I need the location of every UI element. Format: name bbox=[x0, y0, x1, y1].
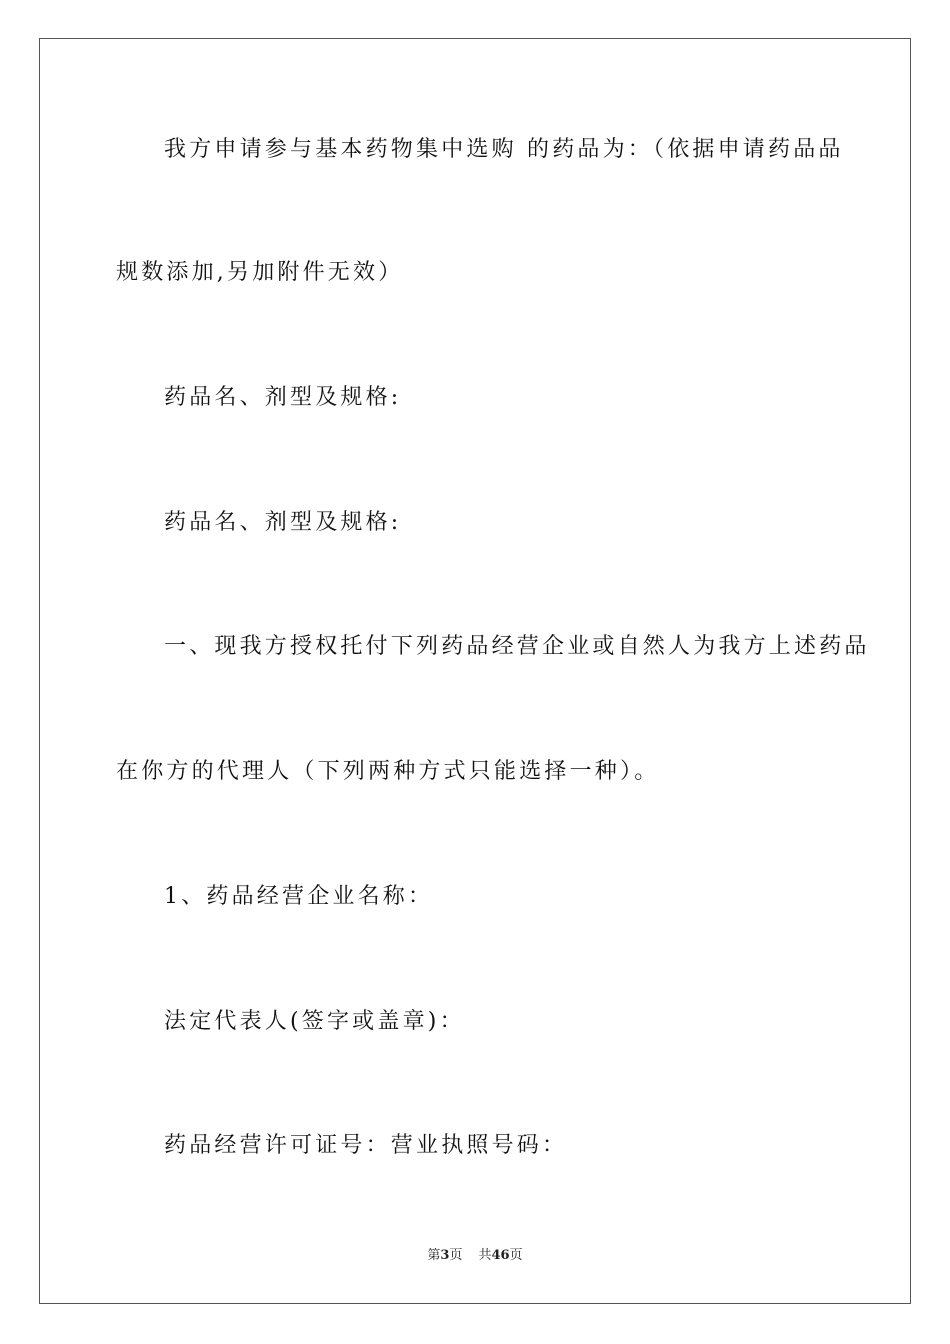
enterprise-name-line: 1、药品经营企业名称： bbox=[164, 884, 434, 909]
paragraph-apply-drugs-cont: 规数添加,另加附件无效） bbox=[116, 260, 404, 285]
total-suffix: 页 bbox=[509, 1248, 523, 1263]
page-border bbox=[39, 38, 911, 1304]
license-number-line: 药品经营许可证号：营业执照号码： bbox=[164, 1133, 568, 1158]
total-prefix: 共 bbox=[478, 1248, 492, 1263]
page-number: 3 bbox=[440, 1248, 450, 1263]
drug-spec-line-2: 药品名、剂型及规格: bbox=[164, 510, 402, 535]
page-suffix: 页 bbox=[449, 1248, 463, 1263]
total-pages: 46 bbox=[491, 1248, 510, 1263]
page-footer bbox=[0, 1246, 950, 1266]
paragraph-authorization-cont: 在你方的代理人（下列两种方式只能选择一种）。 bbox=[116, 759, 660, 784]
drug-spec-line-1: 药品名、剂型及规格: bbox=[164, 385, 402, 410]
paragraph-authorization: 一、现我方授权托付下列药品经营企业或自然人为我方上述药品 bbox=[164, 634, 870, 659]
page-prefix: 第 bbox=[427, 1248, 441, 1263]
legal-representative-line: 法定代表人(签字或盖章)： bbox=[164, 1009, 465, 1034]
paragraph-apply-drugs: 我方申请参与基本药物集中选购 的药品为：（依据申请药品品 bbox=[164, 137, 844, 162]
